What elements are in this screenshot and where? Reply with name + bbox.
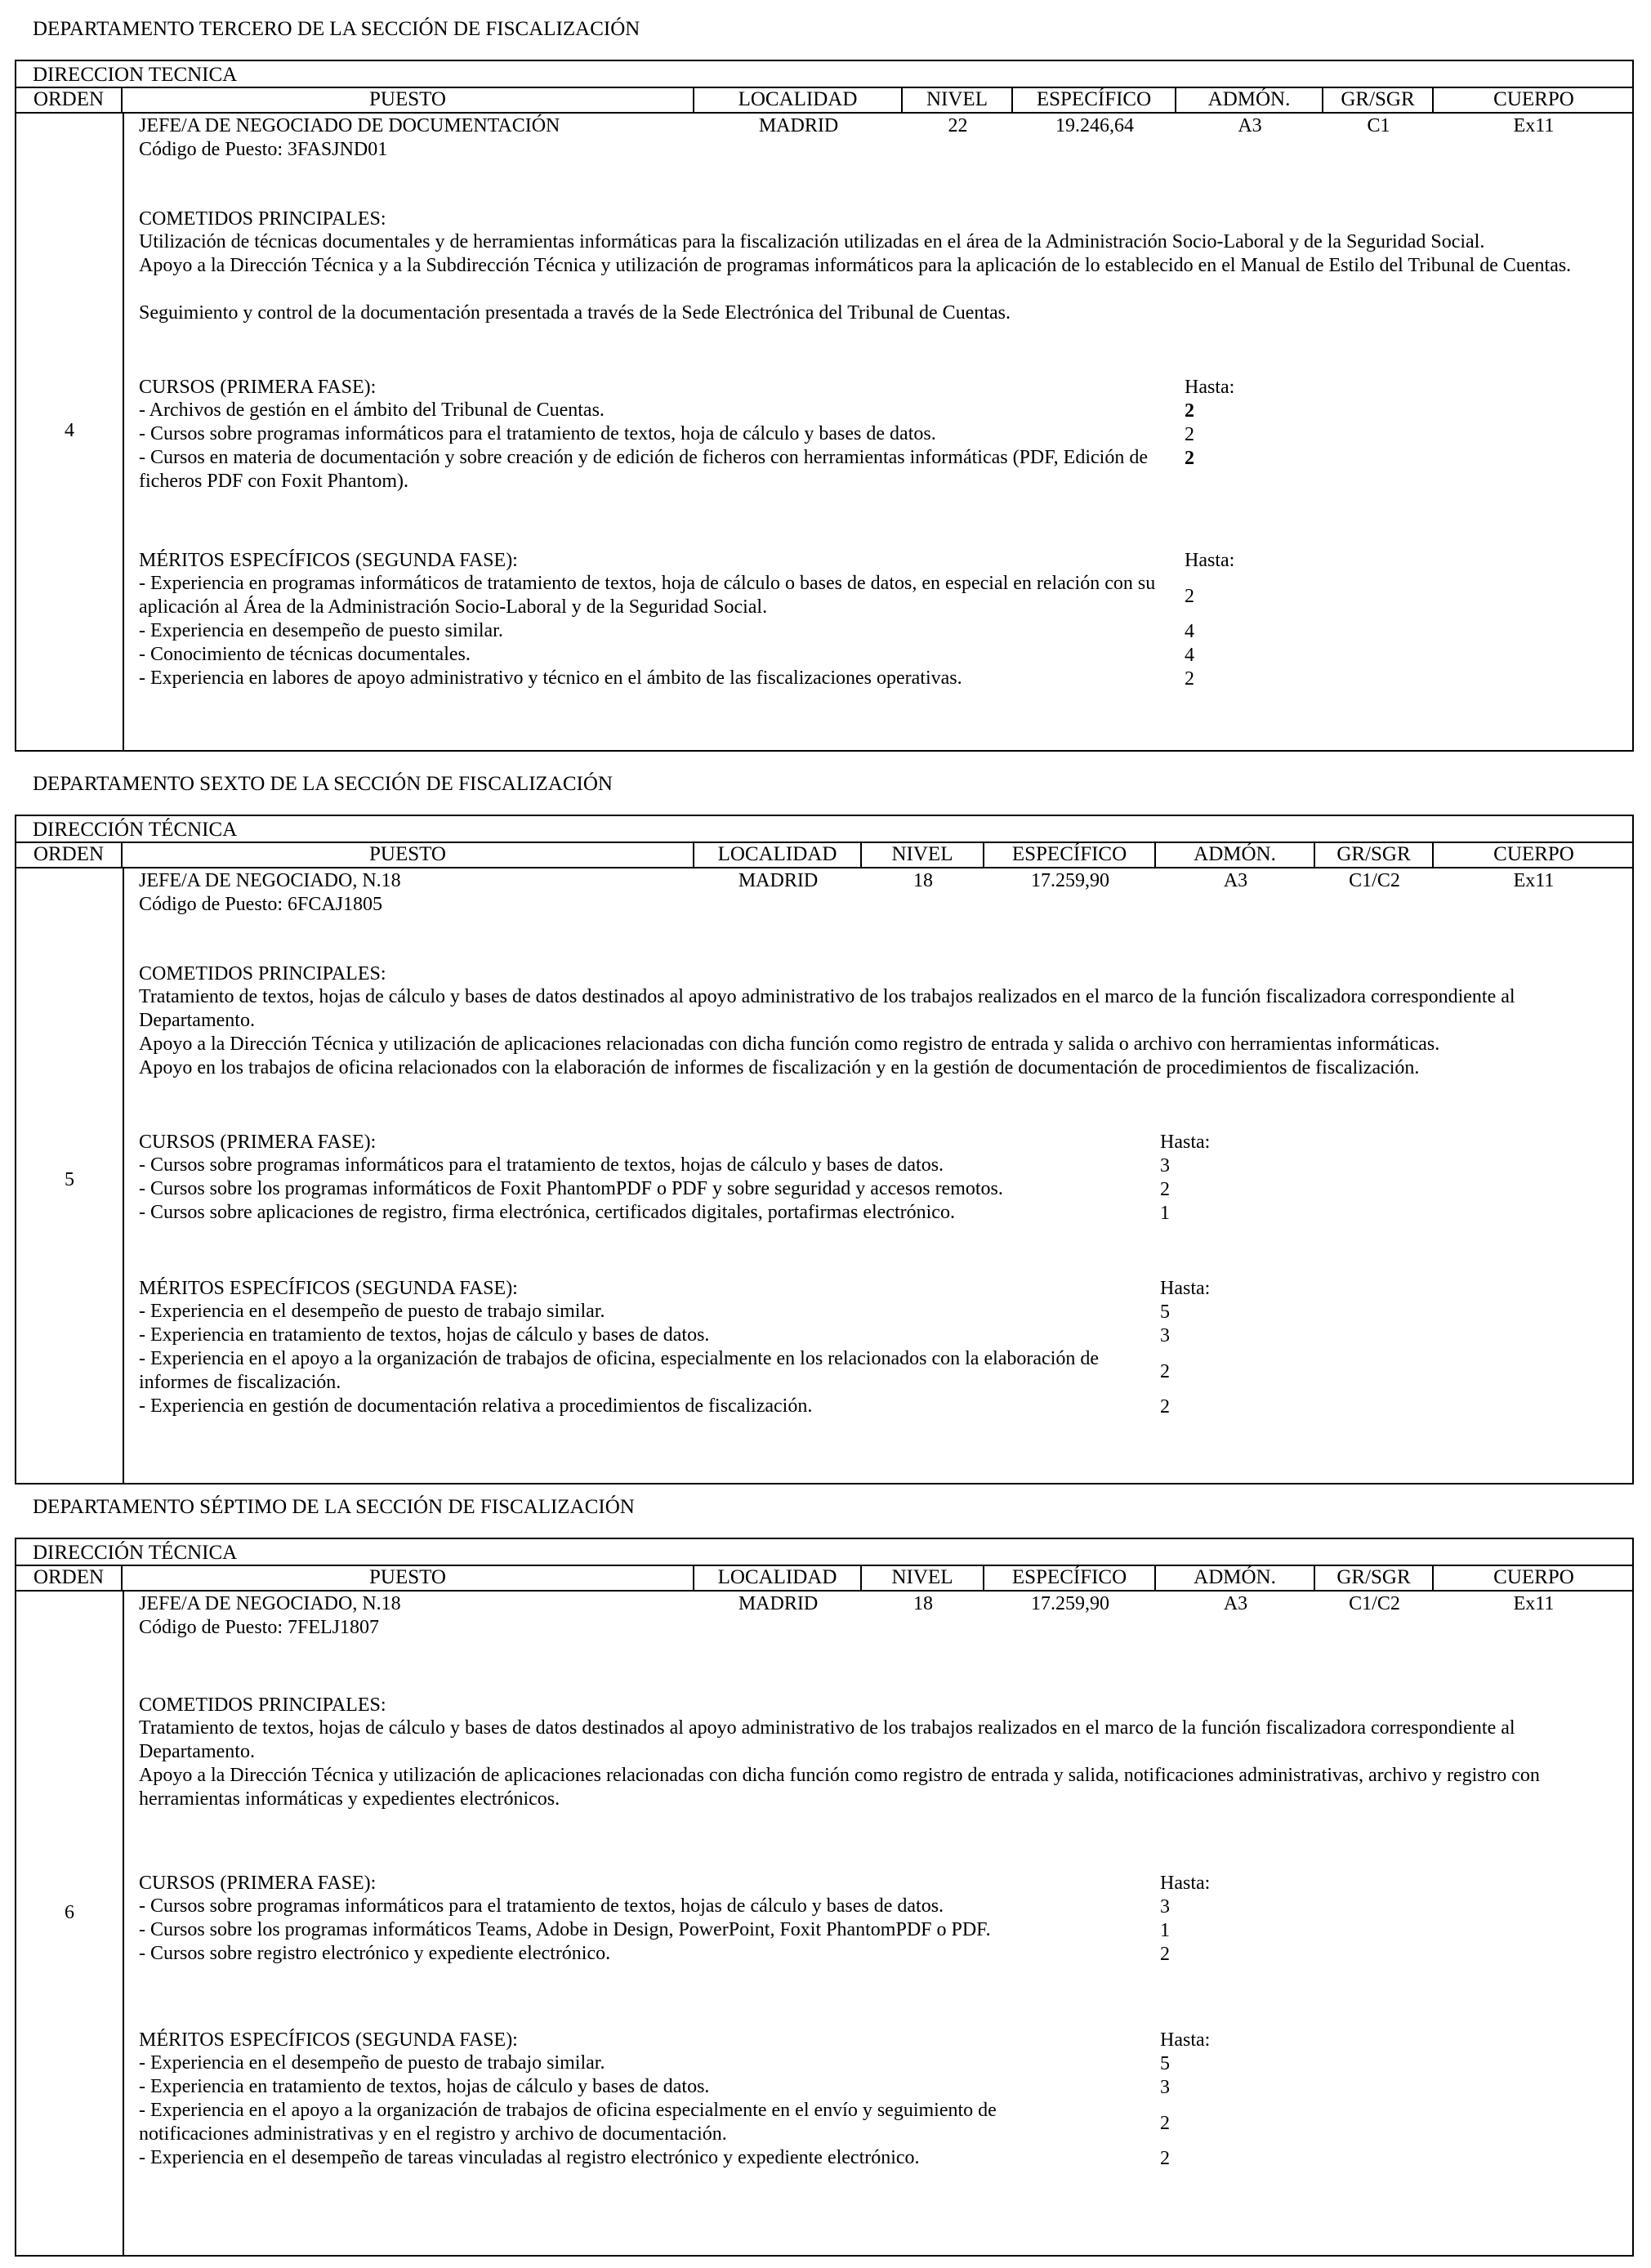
- merito-item: - Experiencia en programas informáticos de tratamiento de textos, hoja de cálculo o bases de datos, en especial en relación con su aplicación al Área de la Administración Socio-Laboral y de la Seguridad Social.: [139, 573, 1156, 618]
- header-grupo: GR/SGR: [1315, 842, 1434, 867]
- especifico-value: 17.259,90: [1031, 870, 1109, 891]
- header-localidad: LOCALIDAD: [694, 842, 862, 867]
- merito-item: - Experiencia en desempeño de puesto similar.: [139, 620, 503, 641]
- merito-item: - Experiencia en labores de apoyo administrativo y técnico en el ámbito de las fiscalizaciones operativas.: [139, 667, 962, 689]
- nivel-value: 18: [913, 870, 933, 891]
- curso-item: - Cursos sobre registro electrónico y expediente electrónico.: [139, 1943, 611, 1964]
- job-table: [15, 1538, 1634, 2257]
- header-admon: ADMÓN.: [1156, 1565, 1315, 1590]
- puesto-name: JEFE/A DE NEGOCIADO DE DOCUMENTACIÓN: [139, 115, 560, 136]
- header-row: [16, 1565, 1632, 1592]
- curso-item: - Cursos sobre los programas informáticos Teams, Adobe in Design, PowerPoint, Foxit PhantomPDF o PDF.: [139, 1919, 991, 1940]
- curso-item: - Cursos sobre programas informáticos para el tratamiento de textos, hojas de cálculo y bases de datos.: [139, 1154, 944, 1176]
- merito-item: - Experiencia en el desempeño de puesto de trabajo similar.: [139, 1301, 605, 1322]
- direction-row: [16, 1539, 1632, 1566]
- cometidos-heading: COMETIDOS PRINCIPALES:: [139, 963, 386, 984]
- cometido-item: Apoyo a la Dirección Técnica y a la Subdirección Técnica y utilización de programas informáticos para la aplicación de lo establecido en el Manual de Estilo del Tribunal de Cuentas.: [139, 255, 1572, 276]
- department-title: DEPARTAMENTO TERCERO DE LA SECCIÓN DE FISCALIZACIÓN: [33, 18, 640, 40]
- especifico-value: 19.246,64: [1055, 115, 1134, 136]
- curso-points: 3: [1160, 1896, 1170, 1918]
- cursos-hasta-label: Hasta:: [1160, 1132, 1211, 1153]
- cometido-item: Tratamiento de textos, hojas de cálculo y bases de datos destinados al apoyo administrativo de los trabajos realizados en el marco de la función fiscalizadora correspondiente al Departamento.: [139, 1717, 1515, 1762]
- department-title: DEPARTAMENTO SEXTO DE LA SECCIÓN DE FISCALIZACIÓN: [33, 773, 613, 795]
- especifico-value: 17.259,90: [1031, 1593, 1109, 1614]
- merito-item: - Experiencia en gestión de documentación relativa a procedimientos de fiscalización.: [139, 1395, 813, 1417]
- orden-number: 6: [65, 1902, 74, 1923]
- cursos-heading: CURSOS (PRIMERA FASE):: [139, 377, 377, 398]
- grupo-value: C1/C2: [1349, 1593, 1400, 1614]
- meritos-heading: MÉRITOS ESPECÍFICOS (SEGUNDA FASE):: [139, 2029, 518, 2051]
- merito-points: 5: [1160, 1301, 1170, 1323]
- header-nivel: NIVEL: [862, 1565, 984, 1590]
- puesto-name: JEFE/A DE NEGOCIADO, N.18: [139, 870, 401, 891]
- header-puesto: PUESTO: [123, 842, 694, 867]
- curso-points: 2: [1160, 1944, 1170, 1965]
- cometido-item: Tratamiento de textos, hojas de cálculo y bases de datos destinados al apoyo administrativo de los trabajos realizados en el marco de la función fiscalizadora correspondiente al Departamento.: [139, 986, 1515, 1031]
- merito-points: 4: [1185, 621, 1194, 642]
- merito-item: - Conocimiento de técnicas documentales.: [139, 644, 471, 665]
- header-admon: ADMÓN.: [1156, 842, 1315, 867]
- merito-points: 2: [1160, 1396, 1170, 1418]
- localidad-value: MADRID: [738, 870, 819, 891]
- puesto-code: Código de Puesto: 3FASJND01: [139, 139, 388, 160]
- job-body: [16, 867, 1632, 1483]
- cometido-item: Utilización de técnicas documentales y de herramientas informáticas para la fiscalización utilizadas en el área de la Administración Socio-Laboral y de la Seguridad Social.: [139, 231, 1485, 252]
- nivel-value: 18: [913, 1593, 933, 1614]
- merito-item: - Experiencia en el apoyo a la organización de trabajos de oficina, especialmente en los relacionados con la elaboración de informes de fiscalización.: [139, 1348, 1100, 1393]
- orden-column: [16, 112, 124, 750]
- header-puesto: PUESTO: [123, 1565, 694, 1590]
- localidad-value: MADRID: [758, 115, 839, 136]
- curso-item: - Cursos sobre aplicaciones de registro, firma electrónica, certificados digitales, portafirmas electrónico.: [139, 1202, 955, 1223]
- job-body: [16, 1590, 1632, 2255]
- header-grupo: GR/SGR: [1315, 1565, 1434, 1590]
- header-localidad: LOCALIDAD: [694, 1565, 862, 1590]
- curso-item: - Cursos en materia de documentación y sobre creación y de edición de ficheros con herramientas informáticas (PDF, Edición de ficheros PDF con Foxit Phantom).: [139, 447, 1148, 492]
- merito-points: 2: [1160, 1361, 1170, 1382]
- header-orden: ORDEN: [16, 842, 123, 867]
- merito-item: - Experiencia en el apoyo a la organización de trabajos de oficina especialmente en el envío y seguimiento de notificaciones administrativas y en el registro y archivo de documentación.: [139, 2100, 997, 2145]
- curso-points: 2: [1160, 1179, 1170, 1200]
- header-nivel: NIVEL: [862, 842, 984, 867]
- job-table: [15, 815, 1634, 1484]
- department-title: DEPARTAMENTO SÉPTIMO DE LA SECCIÓN DE FISCALIZACIÓN: [33, 1496, 635, 1518]
- header-cuerpo: CUERPO: [1493, 843, 1574, 865]
- direction-row: [16, 816, 1632, 843]
- grupo-value: C1: [1367, 115, 1390, 136]
- admon-value: A3: [1223, 870, 1248, 891]
- cursos-heading: CURSOS (PRIMERA FASE):: [139, 1873, 377, 1894]
- curso-item: - Cursos sobre programas informáticos para el tratamiento de textos, hojas de cálculo y bases de datos.: [139, 1895, 944, 1917]
- merito-item: - Experiencia en el desempeño de puesto de trabajo similar.: [139, 2052, 605, 2074]
- orden-number: 4: [65, 420, 74, 441]
- cuerpo-value: Ex11: [1513, 870, 1555, 891]
- merito-points: 3: [1160, 2077, 1170, 2098]
- puesto-code: Código de Puesto: 6FCAJ1805: [139, 894, 383, 915]
- merito-item: - Experiencia en tratamiento de textos, hojas de cálculo y bases de datos.: [139, 1324, 710, 1346]
- header-puesto: PUESTO: [123, 87, 694, 112]
- department-section: [0, 1494, 1651, 2254]
- cuerpo-value: Ex11: [1513, 1593, 1555, 1614]
- nivel-value: 22: [948, 115, 968, 136]
- grupo-value: C1/C2: [1349, 870, 1400, 891]
- header-especifico: ESPECÍFICO: [984, 1565, 1156, 1590]
- localidad-value: MADRID: [738, 1593, 819, 1614]
- direction-label: DIRECCIÓN TÉCNICA: [33, 1542, 238, 1564]
- meritos-heading: MÉRITOS ESPECÍFICOS (SEGUNDA FASE):: [139, 1278, 518, 1299]
- merito-points: 4: [1185, 645, 1194, 666]
- header-cuerpo: CUERPO: [1493, 88, 1574, 110]
- job-table: [15, 60, 1634, 752]
- puesto-code: Código de Puesto: 7FELJ1807: [139, 1617, 380, 1638]
- curso-item: - Archivos de gestión en el ámbito del Tribunal de Cuentas.: [139, 400, 605, 421]
- merito-points: 2: [1160, 2113, 1170, 2134]
- header-grupo: GR/SGR: [1323, 87, 1434, 112]
- merito-points: 5: [1160, 2053, 1170, 2074]
- header-especifico: ESPECÍFICO: [1013, 87, 1176, 112]
- header-cuerpo: CUERPO: [1493, 1566, 1574, 1588]
- direction-row: [16, 61, 1632, 88]
- job-body: [16, 112, 1632, 750]
- meritos-hasta-label: Hasta:: [1185, 550, 1235, 571]
- merito-item: - Experiencia en el desempeño de tareas vinculadas al registro electrónico y expediente electrónico.: [139, 2147, 920, 2168]
- cuerpo-value: Ex11: [1513, 115, 1555, 136]
- orden-number: 5: [65, 1169, 74, 1190]
- meritos-hasta-label: Hasta:: [1160, 1278, 1211, 1299]
- cursos-hasta-label: Hasta:: [1185, 377, 1235, 398]
- header-admon: ADMÓN.: [1176, 87, 1323, 112]
- header-orden: ORDEN: [16, 1565, 123, 1590]
- curso-points: 2: [1185, 448, 1194, 469]
- department-section: [0, 771, 1651, 1490]
- cometido-item: Apoyo a la Dirección Técnica y utilización de aplicaciones relacionadas con dicha función como registro de entrada y salida, notificaciones administrativas, archivo y registro con herramientas informáticas y expedientes electrónicos.: [139, 1765, 1540, 1810]
- curso-points: 2: [1185, 400, 1194, 422]
- department-section: [0, 16, 1651, 752]
- meritos-hasta-label: Hasta:: [1160, 2029, 1211, 2051]
- merito-item: - Experiencia en tratamiento de textos, hojas de cálculo y bases de datos.: [139, 2076, 710, 2097]
- direction-label: DIRECCION TECNICA: [33, 64, 238, 86]
- curso-points: 3: [1160, 1155, 1170, 1176]
- merito-points: 3: [1160, 1325, 1170, 1346]
- header-nivel: NIVEL: [903, 87, 1013, 112]
- header-row: [16, 842, 1632, 868]
- cometidos-heading: COMETIDOS PRINCIPALES:: [139, 1694, 386, 1716]
- cursos-hasta-label: Hasta:: [1160, 1873, 1211, 1894]
- merito-points: 2: [1160, 2148, 1170, 2169]
- header-especifico: ESPECÍFICO: [984, 842, 1156, 867]
- header-localidad: LOCALIDAD: [694, 87, 903, 112]
- curso-points: 1: [1160, 1203, 1170, 1224]
- direction-label: DIRECCIÓN TÉCNICA: [33, 819, 238, 841]
- header-orden: ORDEN: [16, 87, 123, 112]
- cometido-item: Apoyo en los trabajos de oficina relacionados con la elaboración de informes de fiscalización y en la gestión de documentación de procedimientos de fiscalización.: [139, 1057, 1420, 1078]
- merito-points: 2: [1185, 668, 1194, 690]
- curso-item: - Cursos sobre los programas informáticos de Foxit PhantomPDF o PDF y sobre seguridad y accesos remotos.: [139, 1178, 1003, 1199]
- curso-item: - Cursos sobre programas informáticos para el tratamiento de textos, hoja de cálculo y bases de datos.: [139, 423, 936, 444]
- orden-column: [16, 1590, 124, 2255]
- cometido-item: Apoyo a la Dirección Técnica y utilización de aplicaciones relacionadas con dicha función como registro de entrada y salida o archivo con herramientas informáticas.: [139, 1034, 1440, 1055]
- orden-column: [16, 867, 124, 1483]
- curso-points: 2: [1185, 424, 1194, 445]
- cometidos-heading: COMETIDOS PRINCIPALES:: [139, 208, 386, 230]
- meritos-heading: MÉRITOS ESPECÍFICOS (SEGUNDA FASE):: [139, 550, 518, 571]
- admon-value: A3: [1238, 115, 1262, 136]
- header-row: [16, 87, 1632, 114]
- puesto-name: JEFE/A DE NEGOCIADO, N.18: [139, 1593, 401, 1614]
- cursos-heading: CURSOS (PRIMERA FASE):: [139, 1132, 377, 1153]
- merito-points: 2: [1185, 586, 1194, 607]
- cometido-item: Seguimiento y control de la documentación presentada a través de la Sede Electrónica del Tribunal de Cuentas.: [139, 302, 1011, 324]
- curso-points: 1: [1160, 1920, 1170, 1941]
- admon-value: A3: [1223, 1593, 1248, 1614]
